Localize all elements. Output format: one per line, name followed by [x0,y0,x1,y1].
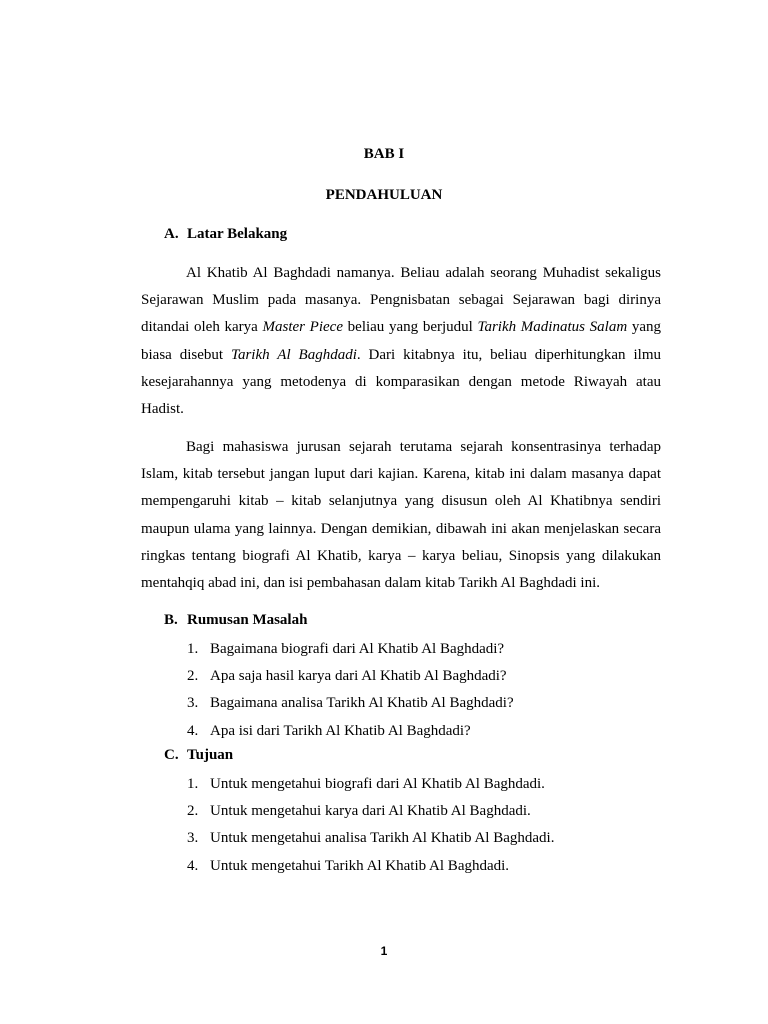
problem-list [187,639,514,748]
para1-text-3: yang biasa disebut [141,319,661,363]
section-b-heading [164,612,307,629]
objective-list [187,774,554,883]
list-item: 1. Untuk mengetahui biografi dari Al Khatib Al Baghdadi. [187,776,545,792]
chapter-label: BAB I [363,146,405,162]
para1-italic-1: Master Piece [262,319,343,336]
section-a-heading [164,226,287,243]
section-a-title: Latar Belakang [187,226,288,242]
list-item: 1. Bagaimana biografi dari Al Khatib Al Baghdadi? [187,641,505,657]
section-b-title: Rumusan Masalah [187,612,308,628]
section-c-letter: C. [164,747,179,763]
para1-text-1: Al Khatib Al Baghdadi namanya. Beliau adalah seorang Muhadist sekaligus Sejarawan Muslim pada masanya. Pengnisbatan sebagai Sejarawan bagi dirinya ditandai oleh karya [141,265,661,336]
para1-text-4: . Dari kitabnya itu, beliau diperhitungkan ilmu kesejarahannya yang metodenya di komparasikan dengan metode Riwayah atau Hadist. [141,346,661,418]
para1-italic-3: Tarikh Al Baghdadi [231,346,357,363]
section-c-title: Tujuan [187,747,234,763]
list-item: 3. Bagaimana analisa Tarikh Al Khatib Al Baghdadi? [187,695,514,712]
para2-text: Bagi mahasiswa jurusan sejarah terutama sejarah konsentrasinya terhadap Islam, kitab tersebut jangan luput dari kajian. Karena, kitab ini dalam masanya dapat mempengaruhi kitab – kitab selanjutnya yang disusun oleh Al Khatibnya sendiri maupun ulama yang lainnya. Dengan demikian, dibawah ini akan menjelaskan secara ringkas tentang biografi Al Khatib, karya – karya beliau, Sinopsis yang dilakukan mentahqiq abad ini, dan isi pembahasan dalam kitab Tarikh Al Baghdadi ini. [141,439,661,592]
list-item: 4. Untuk mengetahui Tarikh Al Khatib Al Baghdadi. [187,857,510,874]
section-b-letter: B. [164,612,178,628]
chapter-title: PENDAHULUAN [325,187,443,203]
list-item: 2. Untuk mengetahui karya dari Al Khatib Al Baghdadi. [187,803,531,820]
section-c-heading [164,747,233,764]
list-item: 4. Apa isi dari Tarikh Al Khatib Al Baghdadi? [187,722,471,739]
paragraph-background-1 [141,260,661,423]
page-number: 1 [380,944,388,958]
list-item: 2. Apa saja hasil karya dari Al Khatib Al Baghdadi? [187,668,507,685]
para1-text-2: beliau yang berjudul [342,319,478,336]
para1-italic-2: Tarikh Madinatus Salam [477,319,628,336]
paragraph-background-2 [141,434,661,597]
section-a-letter: A. [164,226,179,242]
list-item: 3. Untuk mengetahui analisa Tarikh Al Khatib Al Baghdadi. [187,830,555,847]
